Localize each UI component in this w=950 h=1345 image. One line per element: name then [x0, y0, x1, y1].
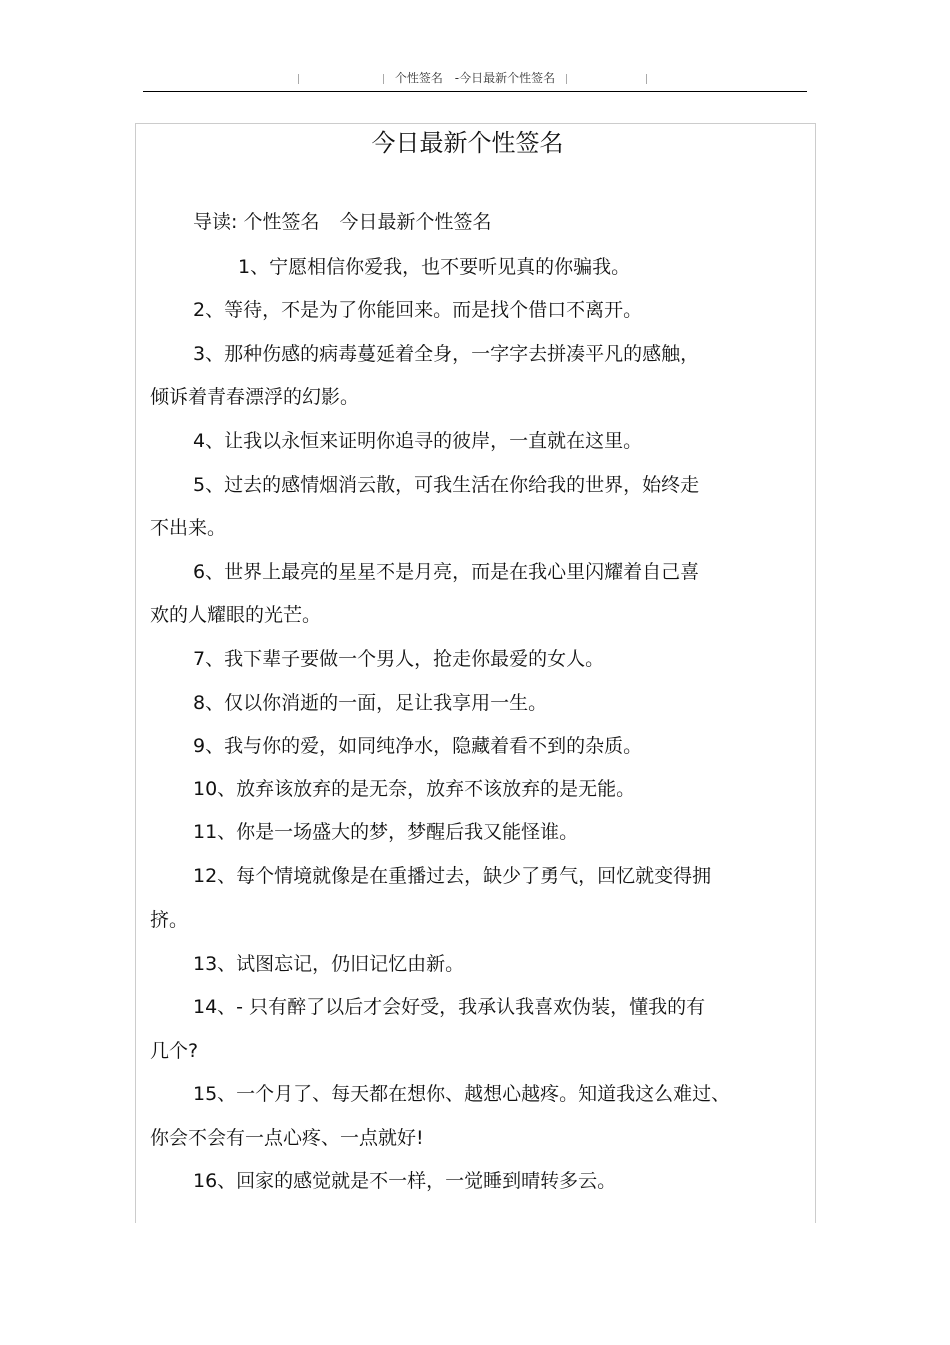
signature-line-continuation: 几个?: [150, 1040, 199, 1062]
signature-line: 4、让我以永恒来证明你追寻的彼岸，一直就在这里。: [193, 430, 643, 452]
signature-line: 7、我下辈子要做一个男人，抢走你最爱的女人。: [193, 648, 605, 670]
document-title: 今日最新个性签名: [371, 129, 564, 157]
intro-label: 导读:: [193, 211, 238, 233]
signature-line: 5、过去的感情烟消云散，可我生活在你给我的世界，始终走: [193, 474, 700, 496]
signature-line-continuation: 不出来。: [150, 517, 227, 539]
signature-line: 15、一个月了、每天都在想你、越想心越疼。知道我这么难过、: [193, 1083, 731, 1105]
signature-line: 1、宁愿相信你爱我，也不要听见真的你骗我。: [238, 256, 631, 278]
signature-line-continuation: 你会不会有一点心疼、一点就好!: [150, 1127, 424, 1149]
signature-line: 13、试图忘记，仍旧记忆由新。: [193, 953, 465, 975]
signature-line: 11、你是一场盛大的梦，梦醒后我又能怪谁。: [193, 821, 579, 843]
signature-line: 6、世界上最亮的星星不是月亮，而是在我心里闪耀着自己喜: [193, 561, 700, 583]
signature-line: 2、等待，不是为了你能回来。而是找个借口不离开。: [193, 299, 643, 321]
signature-line-continuation: 欢的人耀眼的光芒。: [150, 604, 322, 626]
signature-line-continuation: 挤。: [150, 909, 189, 931]
intro-title: 今日最新个性签名: [339, 211, 492, 233]
signature-line: 16、回家的感觉就是不一样，一觉睡到晴转多云。: [193, 1170, 617, 1192]
header-rule: [143, 91, 807, 92]
running-header-title: -今日最新个性签名: [454, 71, 556, 85]
signature-line: 10、放弃该放弃的是无奈，放弃不该放弃的是无能。: [193, 778, 636, 800]
signature-line: 3、那种伤感的病毒蔓延着全身，一字字去拼凑平凡的感触，: [193, 343, 700, 365]
signature-line: 12、每个情境就像是在重播过去，缺少了勇气，回忆就变得拥: [193, 865, 712, 887]
intro-line: [193, 208, 491, 236]
signature-line: 14、- 只有醉了以后才会好受，我承认我喜欢伪装，懂我的有: [193, 996, 706, 1018]
intro-category: 个性签名: [243, 211, 320, 233]
running-header-category: 个性签名: [394, 71, 443, 85]
signature-line-continuation: 倾诉着青春漂浮的幻影。: [150, 386, 360, 408]
signature-line: 8、仅以你消逝的一面，足让我享用一生。: [193, 692, 548, 714]
content-frame: [135, 123, 816, 1223]
running-header: [0, 68, 950, 88]
signature-line: 9、我与你的爱，如同纯净水，隐藏着看不到的杂质。: [193, 735, 643, 757]
